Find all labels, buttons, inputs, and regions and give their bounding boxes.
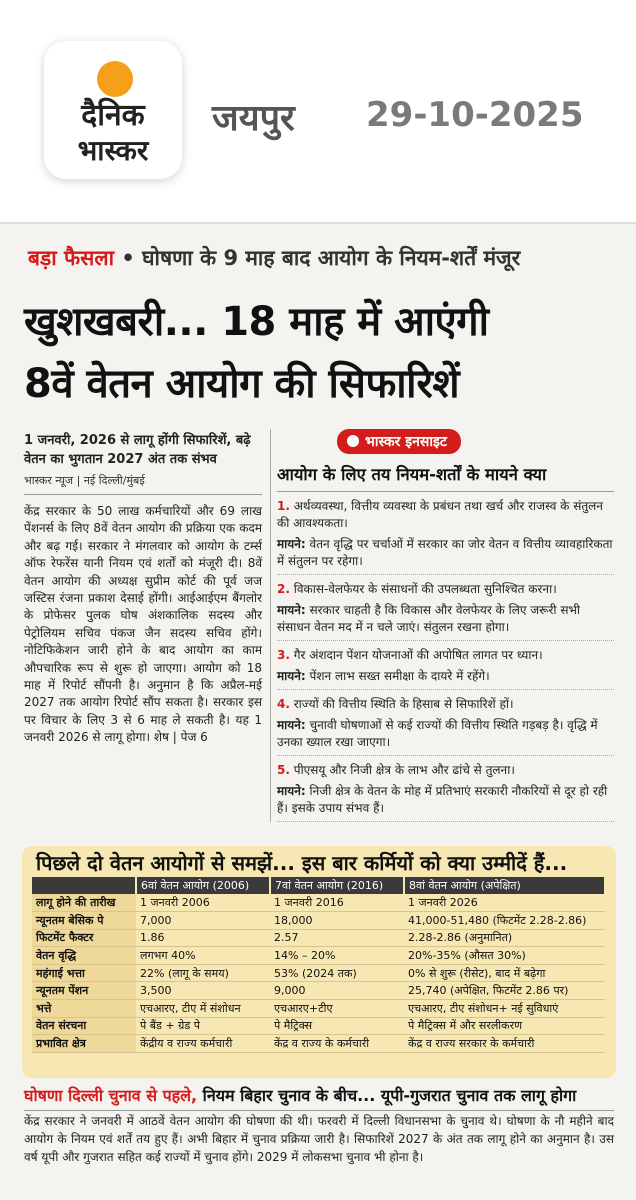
table-cell: लगभग 40%	[136, 947, 270, 965]
column-header	[32, 877, 136, 894]
table-row	[32, 1017, 605, 1035]
row-label: वेतन संरचना	[32, 1017, 136, 1035]
insight-tag	[337, 429, 461, 454]
table-cell: 3,500	[136, 982, 270, 1000]
comparison-title: पिछले दो वेतन आयोगों से समझें... इस बार कर्मियों को क्या उम्मीदें हैं...	[36, 851, 568, 875]
byline: भास्कर न्यूज | नई दिल्ली/मुंबई	[24, 473, 262, 495]
table-cell: 0% से शुरू (रीसेट), बाद में बढ़ेगा	[404, 964, 605, 982]
footer-headline-rest: नियम बिहार चुनाव के बीच... यूपी-गुजरात चुनाव तक लागू होगा	[197, 1086, 577, 1105]
row-label: महंगाई भत्ता	[32, 964, 136, 982]
insight-point	[277, 696, 614, 756]
insight-point	[277, 581, 614, 641]
table-cell: 20%-35% (औसत 30%)	[404, 947, 605, 965]
table-cell: पे मैट्रिक्स	[270, 1017, 404, 1035]
meaning-label: मायने:	[277, 718, 306, 732]
table-cell: केंद्र व राज्य सरकार के कर्मचारी	[404, 1035, 605, 1053]
main-story-column	[24, 431, 262, 747]
table-row	[32, 1035, 605, 1053]
table-cell: एचआरए, टीए में संशोधन	[136, 1000, 270, 1018]
column-header: 6वां वेतन आयोग (2006)	[136, 877, 270, 894]
sun-icon	[97, 61, 133, 97]
insight-title: आयोग के लिए तय नियम-शर्तों के मायने क्या	[277, 462, 614, 492]
footer-headline-red: घोषणा दिल्ली चुनाव से पहले,	[24, 1086, 198, 1105]
top-bar	[0, 0, 636, 215]
point-text: अर्थव्यवस्था, वित्तीय व्यवस्था के प्रबंधन तथा खर्च और राजस्व के संतुलन की आवश्यकता।	[277, 499, 603, 530]
column-header: 7वां वेतन आयोग (2016)	[270, 877, 404, 894]
table-cell: केंद्रीय व राज्य कर्मचारी	[136, 1035, 270, 1053]
column-header: 8वां वेतन आयोग (अपेक्षित)	[404, 877, 605, 894]
row-label: न्यूनतम बेसिक पे	[32, 912, 136, 930]
table-cell: 1 जनवरी 2006	[136, 894, 270, 912]
kicker	[28, 244, 520, 272]
table-cell: 53% (2024 तक)	[270, 964, 404, 982]
row-label: न्यूनतम पेंशन	[32, 982, 136, 1000]
table-cell: 18,000	[270, 912, 404, 930]
footer-body: केंद्र सरकार ने जनवरी में आठवें वेतन आयोग की घोषणा की थी। फरवरी में दिल्ली विधानसभा के चुनाव थे। घोषणा के नौ महीने बाद आयोग के नियम एवं शर्तें तय हुए हैं। अभी बिहार में चुनाव प्रक्रिया जारी है। सिफारिशें 2027 के अंत तक लागू होने का अनुमान है। उस वर्ष यूपी और गुजरात सहित कई राज्यों में चुनाव होंगे। 2029 में लोकसभा चुनाव भी होना है।	[24, 1114, 614, 1164]
table-cell: पे मैट्रिक्स में और सरलीकरण	[404, 1017, 605, 1035]
table-row	[32, 947, 605, 965]
newspaper-clipping	[0, 222, 636, 1200]
table-cell: केंद्र व राज्य के कर्मचारी	[270, 1035, 404, 1053]
meaning-label: मायने:	[277, 603, 306, 617]
row-label: फिटमेंट फैक्टर	[32, 929, 136, 947]
table-cell: 1 जनवरी 2016	[270, 894, 404, 912]
point-text: विकास-वेलफेयर के संसाधनों की उपलब्धता सुनिश्चित करना।	[293, 582, 557, 596]
point-number: 4.	[277, 697, 290, 711]
table-row	[32, 912, 605, 930]
table-row	[32, 929, 605, 947]
insight-point	[277, 498, 614, 575]
point-number: 1.	[277, 499, 290, 513]
table-row	[32, 982, 605, 1000]
point-number: 3.	[277, 648, 290, 662]
table-cell: 9,000	[270, 982, 404, 1000]
footer-headline	[24, 1084, 614, 1111]
row-label: वेतन वृद्धि	[32, 947, 136, 965]
table-row	[32, 1000, 605, 1018]
dainik-bhaskar-logo[interactable]	[44, 41, 182, 179]
logo-line1: दैनिक	[81, 98, 145, 133]
table-cell: 7,000	[136, 912, 270, 930]
comparison-box	[22, 846, 616, 1078]
table-cell: एचआरए+टीए	[270, 1000, 404, 1018]
table-cell: 1 जनवरी 2026	[404, 894, 605, 912]
meaning-label: मायने:	[277, 669, 306, 683]
meaning-text: सरकार चाहती है कि विकास और वेलफेयर के लिए जरूरी सभी संसाधन वेतन मद में न चले जाएं। संतुलन रखना होगा।	[277, 603, 580, 634]
meaning-label: मायने:	[277, 537, 306, 551]
headline-line2: 8वें वेतन आयोग की सिफारिशें	[24, 361, 460, 407]
edition-city: जयपुर	[212, 98, 295, 139]
table-row	[32, 894, 605, 912]
row-label: प्रभावित क्षेत्र	[32, 1035, 136, 1053]
table-cell: 22% (लागू के समय)	[136, 964, 270, 982]
table-cell: पे बैंड + ग्रेड पे	[136, 1017, 270, 1035]
table-cell: एचआरए, टीए संशोधन+ नई सुविधाएं	[404, 1000, 605, 1018]
logo-line2: भास्कर	[77, 134, 149, 167]
meaning-text: वेतन वृद्धि पर चर्चाओं में सरकार का जोर वेतन व वित्तीय व्यावहारिकता में संतुलन पर रहेगा।	[277, 537, 613, 568]
edition-date: 29-10-2025	[366, 95, 584, 135]
table-cell: 41,000-51,480 (फिटमेंट 2.28-2.86)	[404, 912, 605, 930]
story-deck: 1 जनवरी, 2026 से लागू होंगी सिफारिशें, बढ़े वेतन का भुगतान 2027 अंत तक संभव	[24, 433, 251, 467]
table-cell: 2.28-2.86 (अनुमानित)	[404, 929, 605, 947]
story-body: केंद्र सरकार के 50 लाख कर्मचारियों और 69 लाख पेंशनर्स के लिए 8वें वेतन आयोग की प्रक्रिया एक कदम और बढ़ गई। सरकार ने मंगलवार को आयोग के टर्म्स ऑफ रेफरेंस यानी नियम एवं शर्तों को मंजूरी दी। 8वें वेतन आयोग की अध्यक्ष सुप्रीम कोर्ट की पूर्व जज जस्टिस रंजना प्रकाश देसाई होंगी। आईआईएम बैंगलोर के प्रोफेसर पुलक घोष अंशकालिक सदस्य और पेट्रोलियम सचिव पंकज जैन सदस्य सचिव होंगे। नोटिफिकेशन जारी होने के बाद आयोग का काम औपचारिक रूप से शुरू हो जाएगा। आयोग को 18 माह में रिपोर्ट सौंपनी है। अनुमान है कि अप्रैल-मई 2027 तक आयोग रिपोर्ट सौंप सकता है। सरकार इस पर विचार के लिए 3 से 6 माह ले सकती है। यह 1 जनवरी 2026 से लागू होगा। शेष | पेज 6	[24, 504, 262, 745]
bulb-icon	[347, 435, 359, 447]
kicker-text: • घोषणा के 9 माह बाद आयोग के नियम-शर्तें मंजूर	[114, 246, 521, 270]
point-text: पीएसयू और निजी क्षेत्र के लाभ और ढांचे से तुलना।	[293, 763, 515, 777]
table-cell: 2.57	[270, 929, 404, 947]
table-row	[32, 964, 605, 982]
meaning-text: चुनावी घोषणाओं से कई राज्यों की वित्तीय स्थिति गड़बड़ है। वृद्धि में उनका ख्याल रखा जाएगा।	[277, 718, 598, 749]
table-cell: 14% – 20%	[270, 947, 404, 965]
table-cell: 25,740 (अपेक्षित, फिटमेंट 2.86 पर)	[404, 982, 605, 1000]
row-label: भत्ते	[32, 1000, 136, 1018]
meaning-text: निजी क्षेत्र के वेतन के मोह में प्रतिभाएं सरकारी नौकरियों से दूर हो रही हैं। इसके उपाय संभव हैं।	[277, 784, 608, 815]
insight-tag-label: भास्कर इनसाइट	[365, 434, 447, 450]
table-header-row	[32, 877, 605, 894]
table-cell: 1.86	[136, 929, 270, 947]
meaning-label: मायने:	[277, 784, 306, 798]
insight-point	[277, 762, 614, 822]
row-label: लागू होने की तारीख	[32, 894, 136, 912]
point-text: गैर अंशदान पेंशन योजनाओं की अपोषित लागत पर ध्यान।	[293, 648, 543, 662]
kicker-label: बड़ा फैसला	[28, 246, 115, 270]
point-number: 5.	[277, 763, 290, 777]
insight-point	[277, 647, 614, 690]
insight-column	[270, 429, 614, 822]
comparison-table	[32, 877, 606, 1053]
point-number: 2.	[277, 582, 290, 596]
headline-line1: खुशखबरी... 18 माह में आएंगी	[24, 299, 489, 345]
point-text: राज्यों की वित्तीय स्थिति के हिसाब से सिफारिशें हों।	[293, 697, 514, 711]
meaning-text: पेंशन लाभ सख्त समीक्षा के दायरे में रहेंगे।	[309, 669, 490, 683]
